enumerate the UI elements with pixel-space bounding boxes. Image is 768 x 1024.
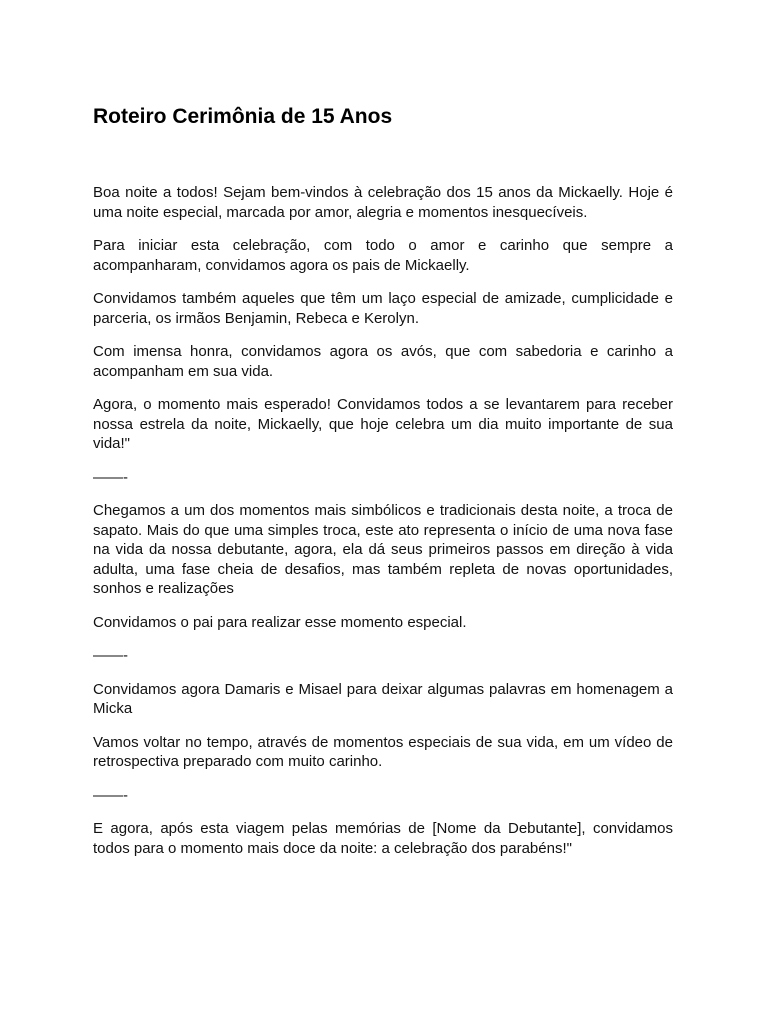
paragraph-welcome: Boa noite a todos! Sejam bem-vindos à celebração dos 15 anos da Mickaelly. Hoje é uma noite especial, marcada por amor, alegria e momentos inesquecíveis. <box>93 184 673 221</box>
paragraph-cake: E agora, após esta viagem pelas memórias de [Nome da Debutante], convidamos todos para o momento mais doce da noite: a celebração dos parabéns!" <box>93 820 673 857</box>
paragraph-siblings: Convidamos também aqueles que têm um laço especial de amizade, cumplicidade e parceria, os irmãos Benjamin, Rebeca e Kerolyn. <box>93 290 673 327</box>
section-divider: ——- <box>93 647 128 664</box>
paragraph-retrospective: Vamos voltar no tempo, através de momentos especiais de sua vida, em um vídeo de retrospectiva preparado com muito carinho. <box>93 733 673 770</box>
paragraph-parents: Para iniciar esta celebração, com todo o amor e carinho que sempre a acompanharam, convidamos agora os pais de Mickaelly. <box>93 237 673 274</box>
paragraph-father: Convidamos o pai para realizar esse momento especial. <box>93 613 467 631</box>
paragraph-debutante-entrance: Agora, o momento mais esperado! Convidamos todos a se levantarem para receber nossa estrela da noite, Mickaelly, que hoje celebra um dia muito importante de sua vida!" <box>93 396 673 452</box>
document-title: Roteiro Cerimônia de 15 Anos <box>93 105 393 128</box>
paragraph-grandparents: Com imensa honra, convidamos agora os avós, que com sabedoria e carinho a acompanham em sua vida. <box>93 343 673 380</box>
paragraph-tribute: Convidamos agora Damaris e Misael para deixar algumas palavras em homenagem a Micka <box>93 680 673 717</box>
paragraph-shoe-exchange: Chegamos a um dos momentos mais simbólicos e tradicionais desta noite, a troca de sapato. Mais do que uma simples troca, este ato representa o início de uma nova fase na vida da nossa debutante, agora, ela dá seus primeiros passos em direção à vida adulta, uma fase cheia de desafios, mas também repleta de novas oportunidades, sonhos e realizações <box>93 502 673 597</box>
section-divider: ——- <box>93 468 128 486</box>
section-divider: ——- <box>93 786 128 804</box>
